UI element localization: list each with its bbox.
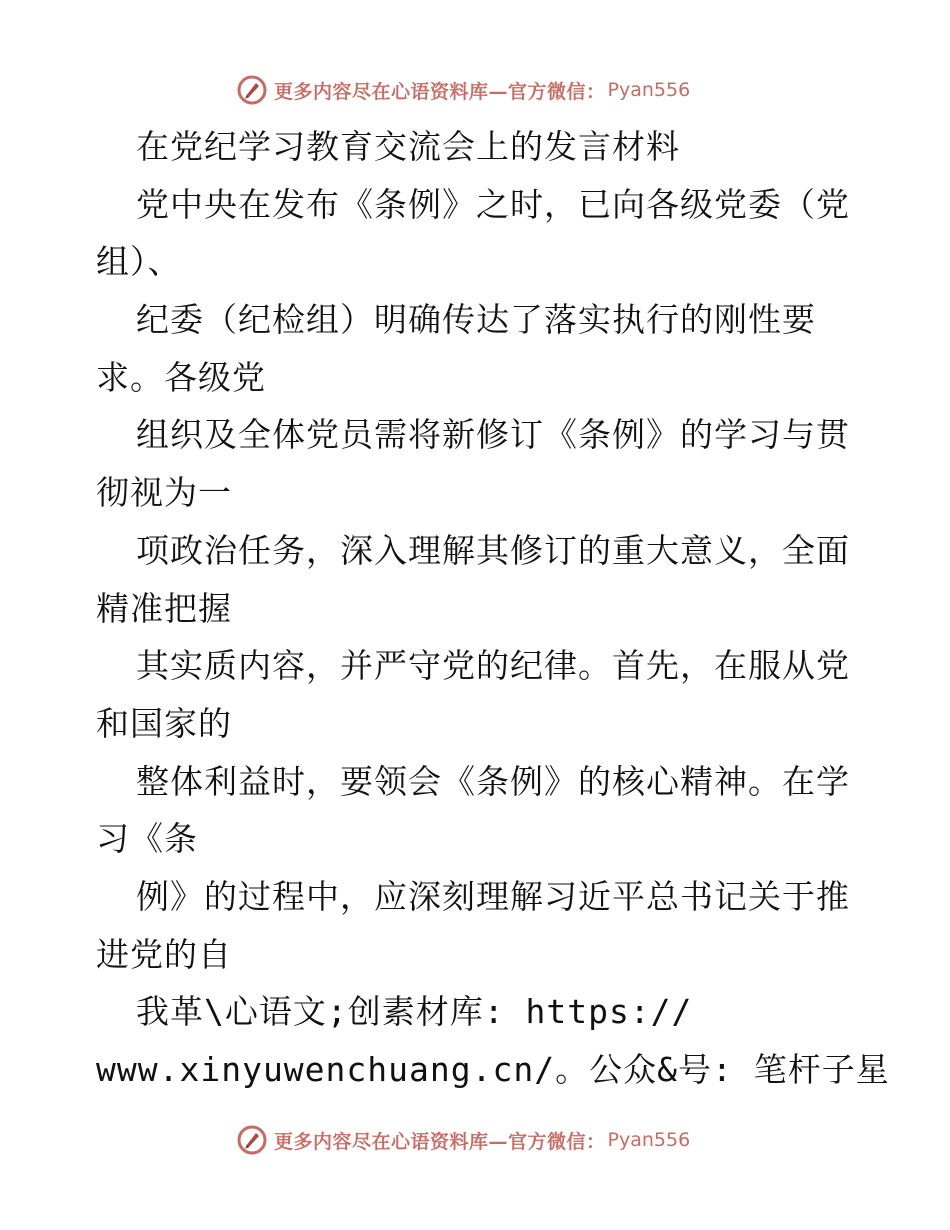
document-body [96, 118, 890, 1099]
paragraph-line: 组）、 [96, 242, 182, 282]
paragraph-line: 彻视为一 [96, 473, 232, 513]
paragraph-line: 项政治任务，深入理解其修订的重大意义，全面 [136, 530, 850, 570]
footer-banner [236, 1122, 690, 1158]
banner-text: 更多内容尽在心语资料库—官方微信： [274, 1130, 606, 1153]
paragraph-line: 整体利益时，要领会《条例》的核心精神。在学 [136, 761, 850, 801]
paragraph-line: 例》的过程中，应深刻理解习近平总书记关于推 [136, 876, 850, 916]
pen-nib-logo-icon [236, 74, 268, 106]
document-title: 在党纪学习教育交流会上的发言材料 [136, 127, 680, 166]
header-banner [236, 72, 690, 108]
paragraph-line: 其实质内容，并严守党的纪律。首先，在服从党 [136, 646, 850, 686]
paragraph-line: 求。各级党 [96, 357, 266, 397]
paragraph-line: 纪委（纪检组）明确传达了落实执行的刚性要 [136, 300, 816, 340]
paragraph-line: 我革\心语文;创素材库: https:// [136, 992, 693, 1032]
banner-wechat-id: Pyan556 [607, 79, 691, 101]
banner-wechat-id: Pyan556 [607, 1129, 691, 1151]
paragraph-line: 精准把握 [96, 588, 232, 628]
paragraph-line: 和国家的 [96, 703, 232, 743]
paragraph-line: 进党的自 [96, 934, 232, 974]
paragraph-line: 组织及全体党员需将新修订《条例》的学习与贯 [136, 415, 850, 455]
banner-text: 更多内容尽在心语资料库—官方微信： [274, 80, 606, 103]
paragraph-line: www.xinyuwenchuang.cn/。公众&号: 笔杆子星 [96, 1050, 890, 1089]
paragraph-line: 习《条 [96, 819, 198, 859]
pen-nib-logo-icon [236, 1124, 268, 1156]
paragraph-line: 党中央在发布《条例》之时，已向各级党委（党 [136, 184, 850, 224]
